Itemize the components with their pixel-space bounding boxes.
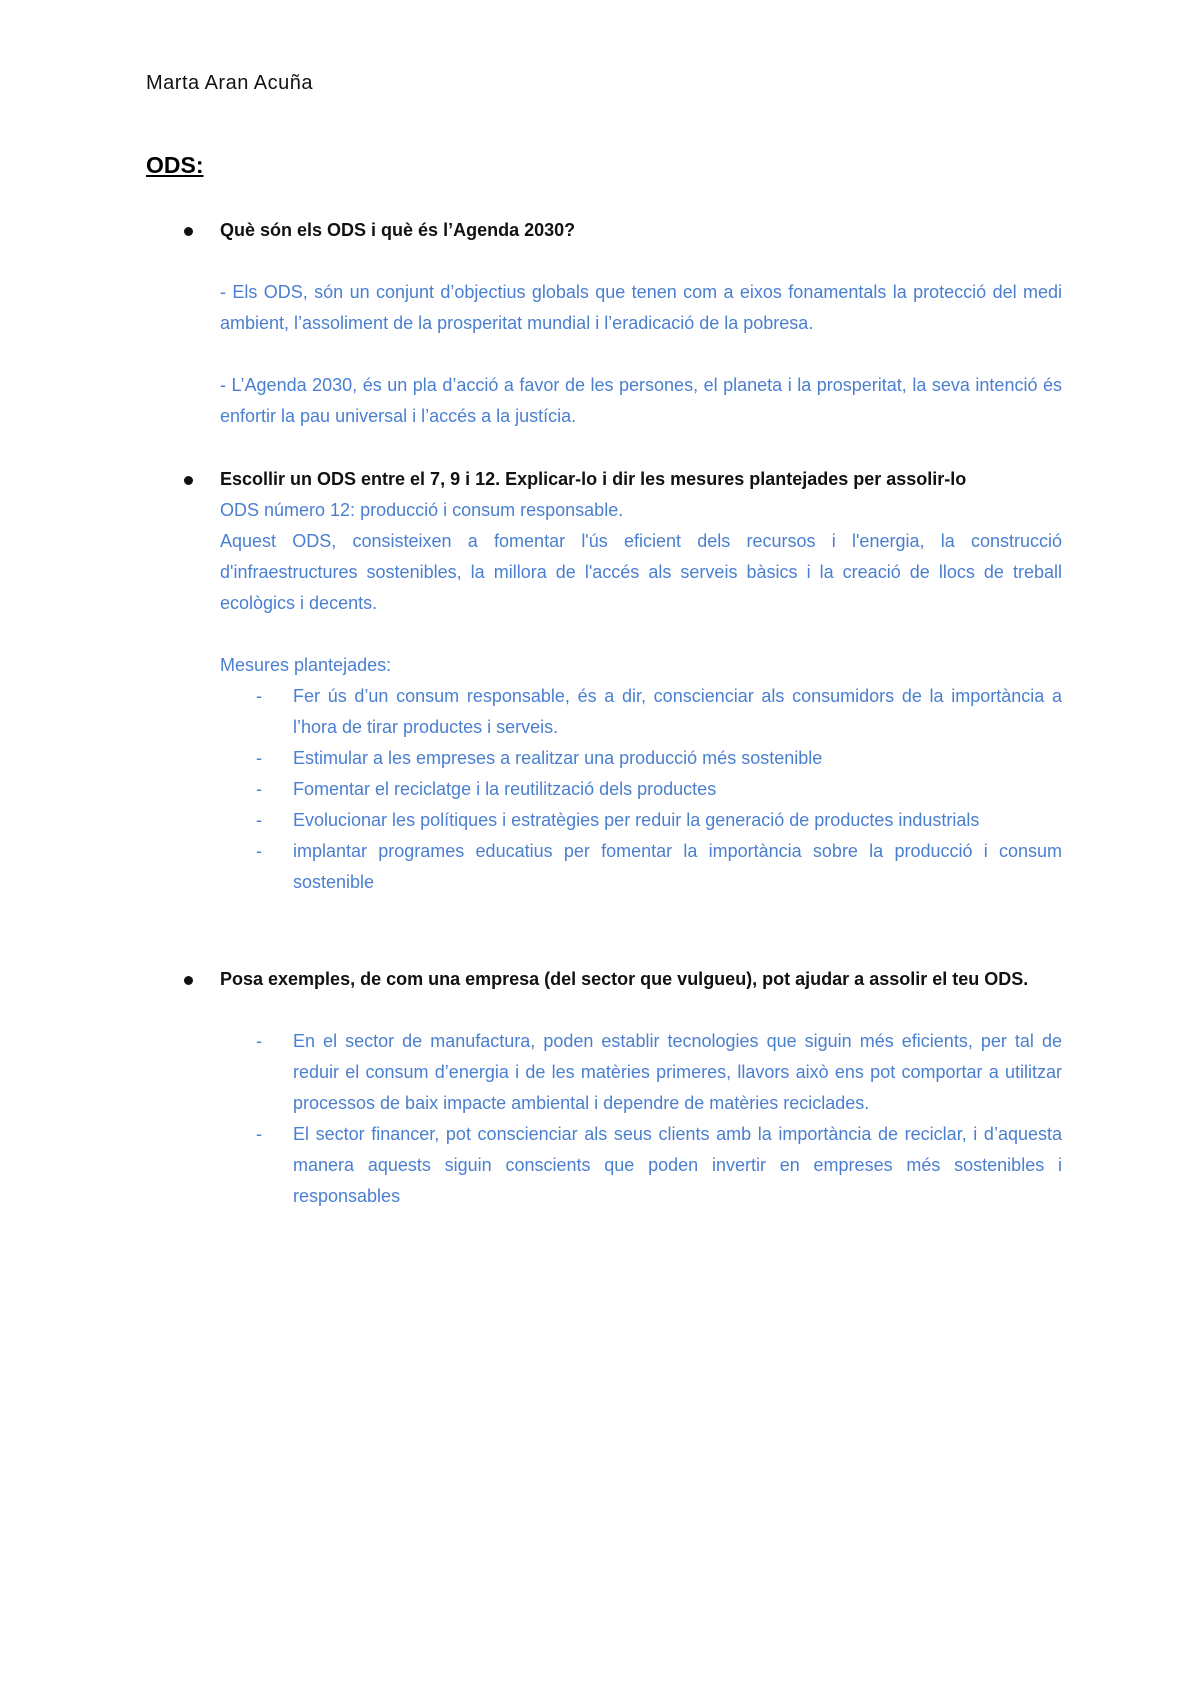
chosen-ods: ODS número 12: producció i consum responsable. (220, 500, 624, 520)
question-1-text: Què són els ODS i què és l’Agenda 2030? (220, 220, 576, 240)
list-item: - implantar programes educatius per fomentar la importància sobre la producció i consum sostenible (256, 841, 1062, 892)
page-title: ODS: (146, 152, 204, 178)
list-item: - En el sector de manufactura, poden establir tecnologies que siguin més eficients, per tal de reduir el consum d’energia i de les matèries primeres, llavors això ens pot comportar a utilitzar processos de baix impacte ambiental i dependre de matèries reciclades. (256, 1031, 1062, 1113)
list-item: - Fomentar el reciclatge i la reutilització dels productes (256, 779, 717, 799)
measures-list (182, 681, 1062, 898)
bullet-icon (184, 976, 193, 985)
bullet-icon (184, 227, 193, 236)
measures-title: Mesures plantejades: (220, 655, 392, 675)
question-3-text: Posa exemples, de com una empresa (del sector que vulgueu), pot ajudar a assolir el teu ODS. (220, 969, 1029, 989)
question-2-text: Escollir un ODS entre el 7, 9 i 12. Explicar-lo i dir les mesures plantejades per assolir-lo (220, 469, 967, 489)
list-item: - El sector financer, pot conscienciar als seus clients amb la importància de reciclar, i d’aquesta manera aquests siguin conscients que poden invertir en empreses més sostenibles i responsables (256, 1124, 1062, 1206)
list-item: - Evolucionar les polítiques i estratègies per reduir la generació de productes industrials (256, 810, 980, 830)
answer-ods: - Els ODS, són un conjunt d’objectius globals que tenen com a eixos fonamentals la protecció del medi ambient, l’assoliment de la prosperitat mundial i l’eradicació de la pobresa. (220, 282, 1062, 333)
question-3 (182, 964, 1062, 995)
section-company-examples (182, 964, 1062, 1212)
section-ods-definition (182, 215, 1062, 432)
list-item: - Fer ús d’un consum responsable, és a dir, conscienciar als consumidors de la importància a l’hora de tirar productes i serveis. (256, 686, 1062, 737)
question-1 (182, 215, 1062, 246)
section-chosen-ods (182, 464, 1062, 898)
ods-description: Aquest ODS, consisteixen a fomentar l'ús eficient dels recursos i l'energia, la construcció d'infraestructures sostenibles, la millora de l'accés als serveis bàsics i la creació de llocs de treball ecològics i decents. (220, 531, 1062, 613)
examples-list (182, 1026, 1062, 1212)
question-2 (182, 464, 1062, 495)
answer-agenda-2030: - L’Agenda 2030, és un pla d’acció a favor de les persones, el planeta i la prosperitat, la seva intenció és enfortir la pau universal i l’accés a la justícia. (220, 375, 1062, 426)
bullet-icon (184, 476, 193, 485)
list-item: - Estimular a les empreses a realitzar una producció més sostenible (256, 748, 823, 768)
author-name: Marta Aran Acuña (146, 72, 313, 94)
